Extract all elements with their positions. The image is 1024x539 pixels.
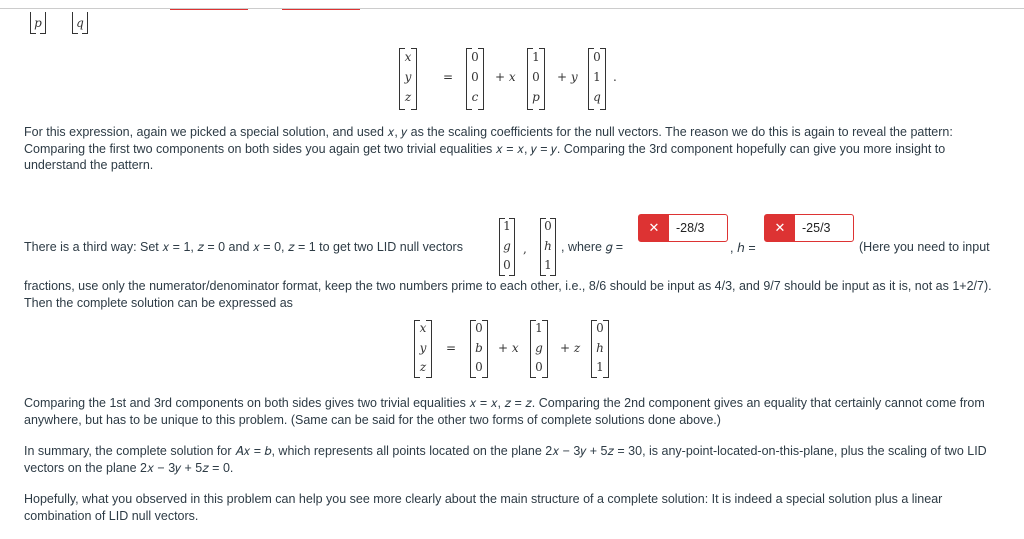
answer-h-field[interactable]: [764, 214, 854, 242]
h-label: , ℎ =: [730, 241, 756, 255]
plus-x: + x: [498, 341, 519, 355]
lid-vector-1: 1 g 0: [499, 218, 515, 276]
vector-null-1: 1 g 0: [530, 320, 548, 378]
vector-lhs: x y z: [399, 48, 417, 110]
vector-lhs: x y z: [414, 320, 432, 378]
comma: ,: [523, 242, 527, 256]
third-way-text: There is a third way: Set 𝑥 = 1, 𝑧 = 0 and 𝑥 = 0, 𝑧 = 1 to get two LID null vectors: [24, 240, 463, 254]
lid-vector-2: 0 h 1: [540, 218, 556, 276]
top-divider: [0, 8, 1024, 9]
period: .: [613, 70, 617, 84]
plus-z: + z: [560, 341, 581, 355]
vector-null-2: 0 h 1: [591, 320, 609, 378]
plus-x: + x: [495, 70, 516, 84]
incorrect-x-icon: ✕: [639, 215, 669, 241]
answer-g-field[interactable]: [638, 214, 728, 242]
input-instruction: (Here you need to input: [859, 240, 990, 254]
answer-h-value: -25/3: [802, 221, 831, 235]
paragraph-fraction-instructions: fractions, use only the numerator/denominator format, keep the two numbers prime to each other, i.e., 8/6 should be input as 4/3, and 9/7 should be input as it is, not as 1+2/7). Then the complete solution can be expressed as: [24, 279, 992, 310]
vector-null-2: 0 1 q: [588, 48, 606, 110]
paragraph-comparison: Comparing the 1st and 3rd components on both sides gives two trivial equalities 𝑥 = 𝑥, 𝑧 = 𝑧. Comparing the 2nd component gives an equality that certainly cannot come from anywhere, but has to be unique to this problem. (Same can be said for the other two forms of complete solutions done above.): [24, 396, 985, 427]
paragraph-conclusion: Hopefully, what you observed in this problem can help you see more clearly about the main structure of a complete solution: It is indeed a special solution plus a linear combination of LID null vectors.: [24, 492, 943, 523]
vector-null-1: 1 0 p: [527, 48, 545, 110]
vector-special: 0 b 0: [470, 320, 488, 378]
paragraph-explanation: For this expression, again we picked a special solution, and used 𝑥, 𝑦 as the scaling coefficients for the null vectors. The reason we do this is again to reveal the pattern: Comparing the first two components on both sides you again get two trivial equalities 𝑥 = 𝑥, 𝑦 = 𝑦. Comparing the 3rd component hopefully can give you more insight to understand the pattern.: [24, 125, 953, 172]
vector-special: 0 0 c: [466, 48, 484, 110]
answer-g-value: -28/3: [676, 221, 705, 235]
top-vector-q: q: [72, 12, 88, 34]
top-strip: [0, 0, 1024, 8]
where-g-label: , where 𝑔 =: [561, 240, 624, 254]
plus-y: + y: [557, 70, 578, 84]
paragraph-summary: In summary, the complete solution for 𝐴𝑥 = 𝑏, which represents all points located on the plane 2𝑥 − 3𝑦 + 5𝑧 = 30, is any-point-located-on-this-plane, plus the scaling of two LID vectors on the plane 2𝑥 − 3𝑦 + 5𝑧 = 0.: [24, 444, 987, 475]
top-vector-p: p: [30, 12, 46, 34]
equals-sign: =: [443, 70, 454, 84]
equals-sign: =: [446, 341, 457, 355]
incorrect-x-icon: ✕: [765, 215, 795, 241]
